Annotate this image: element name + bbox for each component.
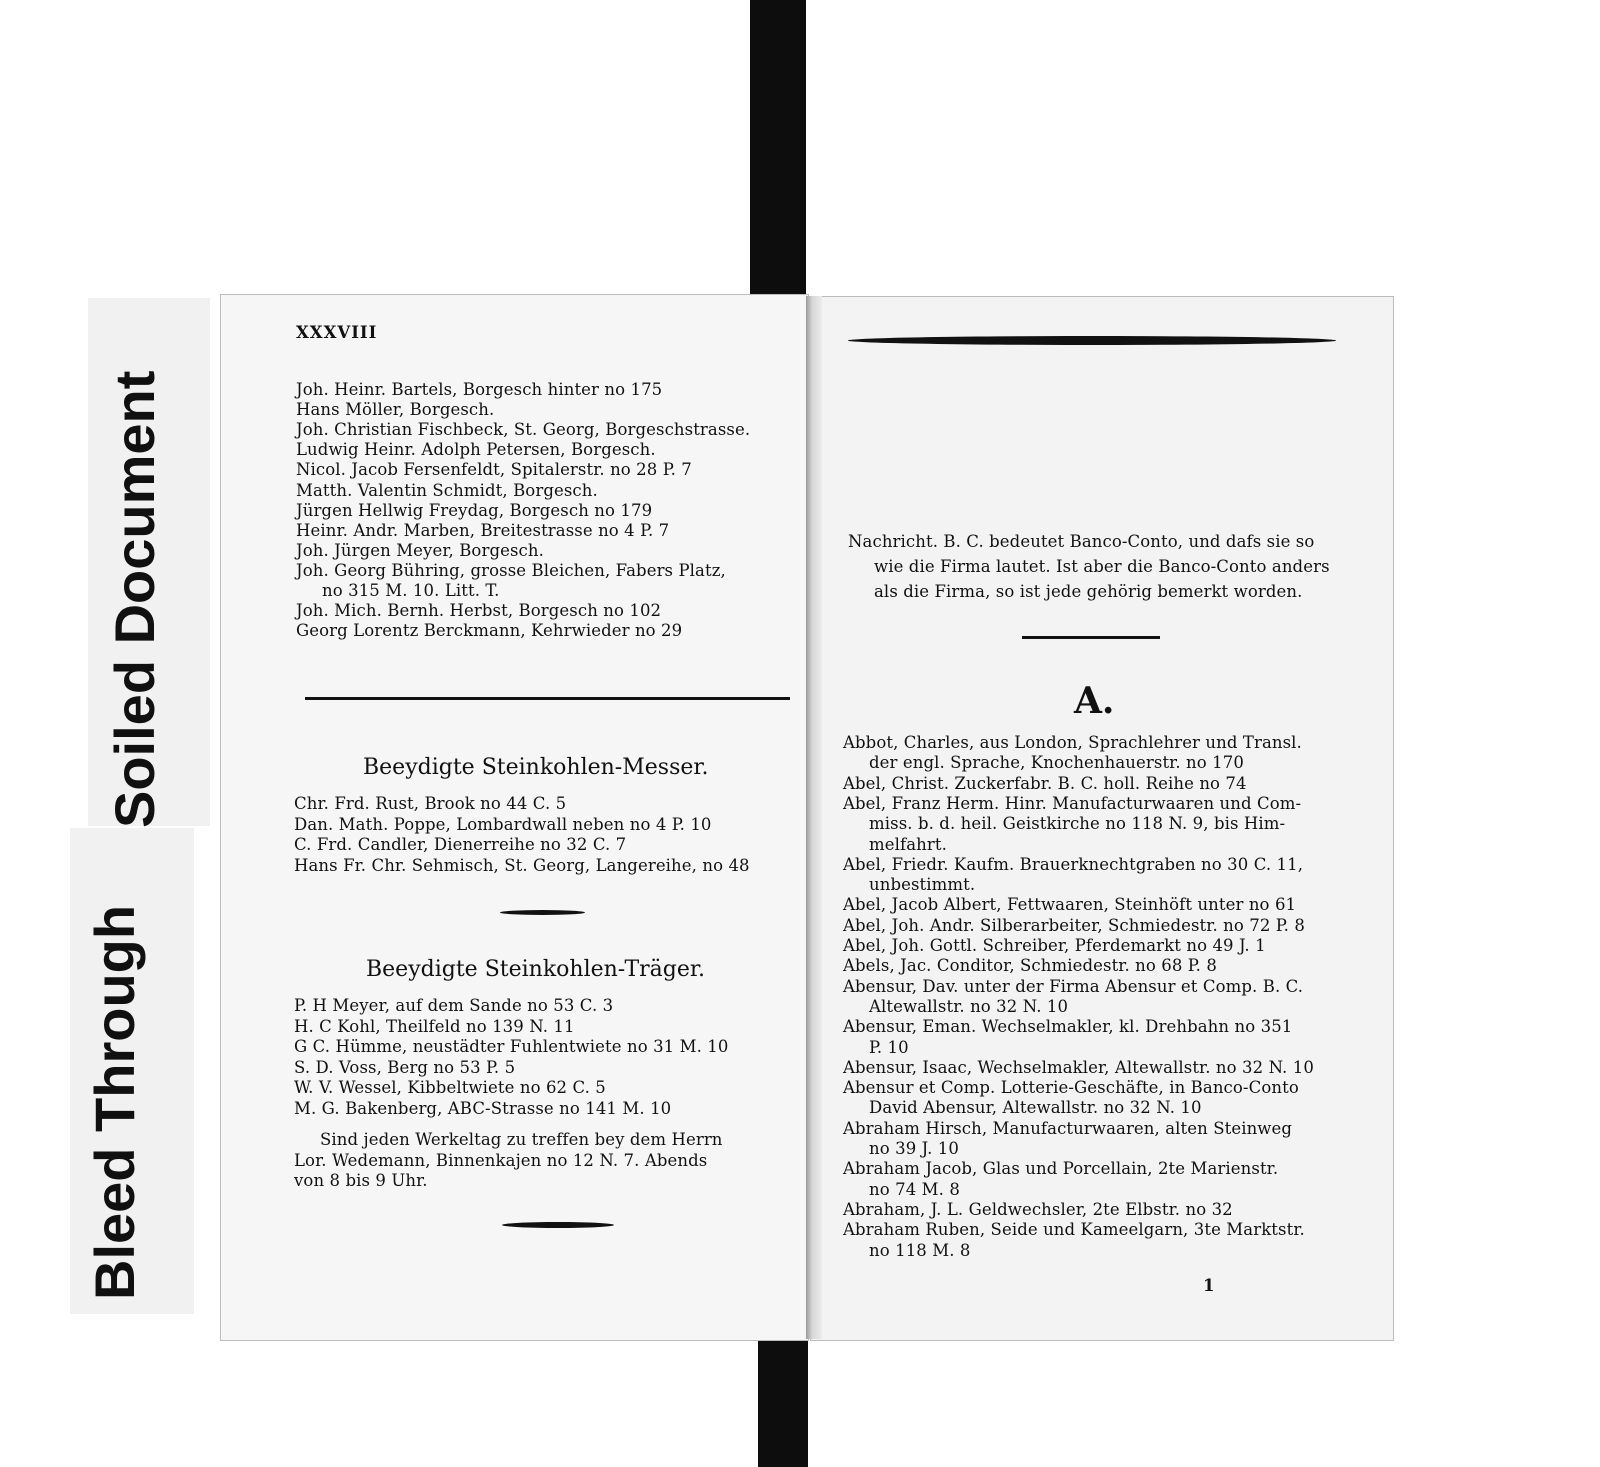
firm-entry: Abel, Jacob Albert, Fettwaaren, Steinhöft unter no 61 xyxy=(843,895,1297,915)
firm-entry: Abels, Jac. Conditor, Schmiedestr. no 68 P. 8 xyxy=(843,956,1217,976)
binding-strap-bottom xyxy=(758,1330,808,1467)
right-header-rule xyxy=(848,336,1336,345)
left-page-number: XXXVIII xyxy=(296,323,378,342)
directory-entry: Joh. Mich. Bernh. Herbst, Borgesch no 102 xyxy=(296,601,662,621)
notice-line: Nachricht. B. C. bedeutet Banco-Conto, und dafs sie so xyxy=(848,532,1315,551)
messer-entry: Hans Fr. Chr. Sehmisch, St. Georg, Langereihe, no 48 xyxy=(294,855,750,875)
traeger-entry: H. C Kohl, Theilfeld no 139 N. 11 xyxy=(294,1016,575,1036)
traeger-entry: W. V. Wessel, Kibbeltwiete no 62 C. 5 xyxy=(294,1078,606,1097)
directory-entry: Hans Möller, Borgesch. xyxy=(296,400,495,420)
firm-entry: Abel, Joh. Gottl. Schreiber, Pferdemarkt no 49 J. 1 xyxy=(843,936,1266,955)
heading-steinkohlen-messer: Beeydigte Steinkohlen-Messer. xyxy=(363,755,709,780)
note-line: Lor. Wedemann, Binnenkajen no 12 N. 7. Abends xyxy=(294,1150,708,1170)
directory-entry: Joh. Christian Fischbeck, St. Georg, Borgeschstrasse. xyxy=(296,420,751,440)
directory-entry: Heinr. Andr. Marben, Breitestrasse no 4 P. 7 xyxy=(296,520,670,540)
binding-strap-top xyxy=(750,0,806,296)
directory-entry: Joh. Georg Bühring, grosse Bleichen, Fabers Platz, xyxy=(296,560,726,580)
book-gutter xyxy=(806,296,822,1339)
messer-entry: Chr. Frd. Rust, Brook no 44 C. 5 xyxy=(294,794,567,813)
traeger-entry: M. G. Bakenberg, ABC-Strasse no 141 M. 10 xyxy=(294,1098,672,1118)
firm-entry: Abel, Joh. Andr. Silberarbeiter, Schmiedestr. no 72 P. 8 xyxy=(843,915,1305,935)
traeger-entry: G C. Hümme, neustädter Fuhlentwiete no 31 M. 10 xyxy=(294,1037,729,1056)
note-line: von 8 bis 9 Uhr. xyxy=(294,1171,428,1190)
firm-entry: Altewallstr. no 32 N. 10 xyxy=(869,996,1069,1016)
firm-entry: Abensur, Eman. Wechselmakler, kl. Drehbahn no 351 xyxy=(843,1017,1293,1037)
directory-entry: Joh. Jürgen Meyer, Borgesch. xyxy=(296,540,544,560)
directory-entry: Jürgen Hellwig Freydag, Borgesch no 179 xyxy=(296,500,653,520)
directory-entry: Ludwig Heinr. Adolph Petersen, Borgesch. xyxy=(296,440,656,460)
firm-entry: Abraham, J. L. Geldwechsler, 2te Elbstr. no 32 xyxy=(843,1199,1233,1219)
firm-entry: der engl. Sprache, Knochenhauerstr. no 170 xyxy=(869,753,1244,773)
firm-entry: no 39 J. 10 xyxy=(869,1139,959,1158)
firm-entry: melfahrt. xyxy=(869,834,947,854)
directory-entry: Georg Lorentz Berckmann, Kehrwieder no 29 xyxy=(296,621,683,641)
firm-entry: Abel, Franz Herm. Hinr. Manufacturwaaren und Com- xyxy=(843,793,1302,813)
right-page-number: 1 xyxy=(1203,1276,1215,1295)
firm-entry: Abensur, Isaac, Wechselmakler, Altewallstr. no 32 N. 10 xyxy=(843,1057,1314,1077)
firm-entry: miss. b. d. heil. Geistkirche no 118 N. 9, bis Him- xyxy=(869,814,1286,834)
notice-line: wie die Firma lautet. Ist aber die Banco-Conto anders xyxy=(874,557,1330,576)
firm-entry: unbestimmt. xyxy=(869,875,976,895)
note-line: Sind jeden Werkeltag zu treffen bey dem Herrn xyxy=(320,1130,723,1149)
directory-entry: Nicol. Jacob Fersenfeldt, Spitalerstr. no 28 P. 7 xyxy=(296,460,692,480)
firm-entry: Abensur, Dav. unter der Firma Abensur et Comp. B. C. xyxy=(843,976,1304,996)
soiled-document-label: Soiled Document xyxy=(103,370,166,828)
heading-steinkohlen-traeger: Beeydigte Steinkohlen-Träger. xyxy=(366,957,705,982)
directory-entry: Matth. Valentin Schmidt, Borgesch. xyxy=(296,480,598,500)
directory-entry: no 315 M. 10. Litt. T. xyxy=(322,581,500,600)
messer-entry: C. Frd. Candler, Dienerreihe no 32 C. 7 xyxy=(294,835,627,854)
left-divider-2 xyxy=(500,910,585,915)
directory-entry: Joh. Heinr. Bartels, Borgesch hinter no 175 xyxy=(296,380,663,399)
left-divider-1 xyxy=(305,697,790,700)
firm-entry: Abel, Friedr. Kaufm. Brauerknechtgraben no 30 C. 11, xyxy=(843,854,1304,874)
traeger-entry: P. H Meyer, auf dem Sande no 53 C. 3 xyxy=(294,996,614,1015)
messer-entry: Dan. Math. Poppe, Lombardwall neben no 4 P. 10 xyxy=(294,814,712,834)
traeger-entry: S. D. Voss, Berg no 53 P. 5 xyxy=(294,1057,516,1077)
firm-entry: Abbot, Charles, aus London, Sprachlehrer und Transl. xyxy=(843,733,1302,752)
firm-entry: Abraham Jacob, Glas und Porcellain, 2te Marienstr. xyxy=(843,1159,1279,1179)
right-divider xyxy=(1022,636,1160,639)
firm-entry: no 74 M. 8 xyxy=(869,1179,960,1199)
firm-entry: Abensur et Comp. Lotterie-Geschäfte, in Banco-Conto xyxy=(843,1078,1299,1098)
left-divider-3 xyxy=(502,1222,614,1228)
firm-entry: Abraham Ruben, Seide und Kameelgarn, 3te Marktstr. xyxy=(843,1220,1305,1240)
firm-entry: Abraham Hirsch, Manufacturwaaren, alten Steinweg xyxy=(843,1118,1293,1138)
bleed-through-label: Bleed Through xyxy=(83,904,146,1300)
firm-entry: no 118 M. 8 xyxy=(869,1240,971,1260)
notice-line: als die Firma, so ist jede gehörig bemerkt worden. xyxy=(874,582,1303,601)
section-letter-a: A. xyxy=(1074,680,1115,722)
firm-entry: David Abensur, Altewallstr. no 32 N. 10 xyxy=(869,1098,1202,1118)
firm-entry: P. 10 xyxy=(869,1037,909,1057)
firm-entry: Abel, Christ. Zuckerfabr. B. C. holl. Reihe no 74 xyxy=(843,773,1247,793)
